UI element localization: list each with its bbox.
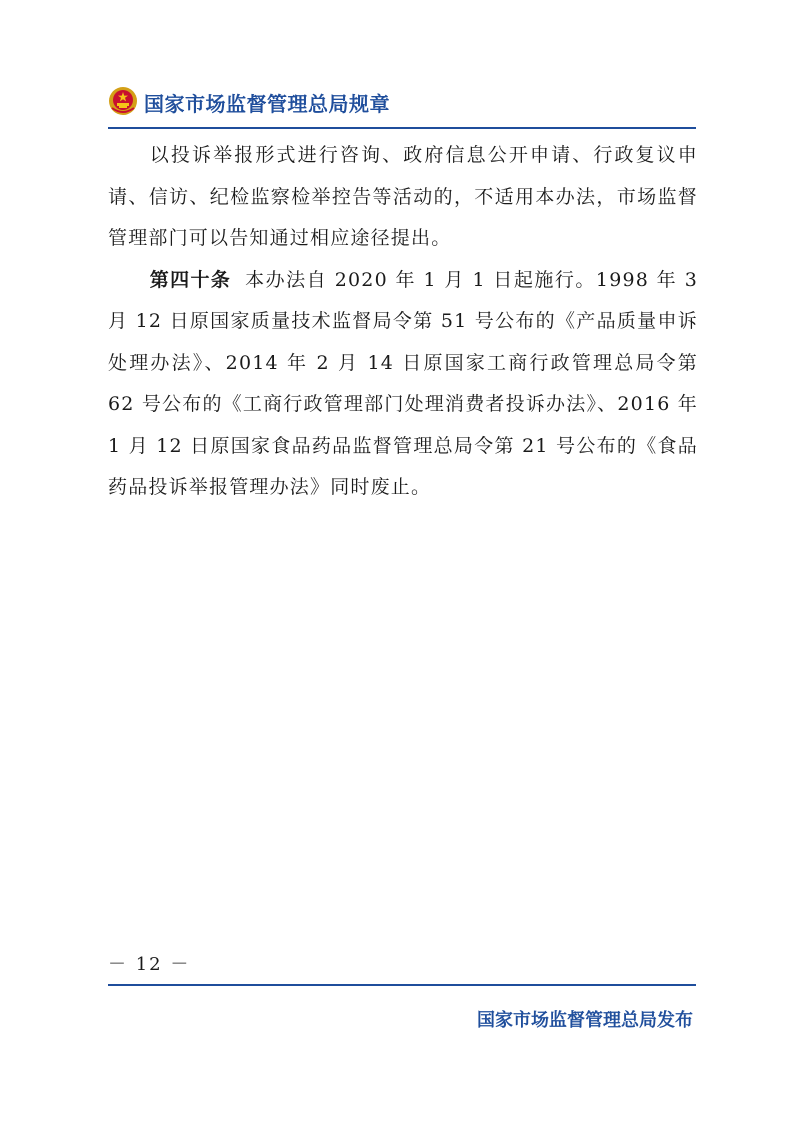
document-header: [108, 86, 698, 122]
footer-publisher: 国家市场监督管理总局发布: [477, 1010, 693, 1031]
header-divider: [108, 127, 696, 129]
national-emblem-icon: [108, 86, 138, 116]
article-number: 第四十条: [149, 268, 232, 291]
document-body: [108, 135, 698, 509]
header-title: 国家市场监督管理总局规章: [144, 92, 390, 116]
article-40: [108, 260, 698, 509]
article-text: 本办法自 2020 年 1 月 1 日起施行。1998 年 3 月 12 日原国家质量技术监督局令第 51 号公布的《产品质量申诉处理办法》、2014 年 2 月 14 日原国家工商行政管理总局令第 62 号公布的《工商行政管理部门处理消费者投诉办法》、2016 年 1 月 12 日原国家食品药品监督管理总局令第 21 号公布的《食品药品投诉举报管理办法》同时废止。: [108, 268, 698, 498]
paragraph: 以投诉举报形式进行咨询、政府信息公开申请、行政复议申请、信访、纪检监察检举控告等活动的，不适用本办法，市场监督管理部门可以告知通过相应途径提出。: [108, 144, 698, 249]
page-number: － 12 －: [108, 954, 191, 975]
footer-divider: [108, 984, 696, 986]
